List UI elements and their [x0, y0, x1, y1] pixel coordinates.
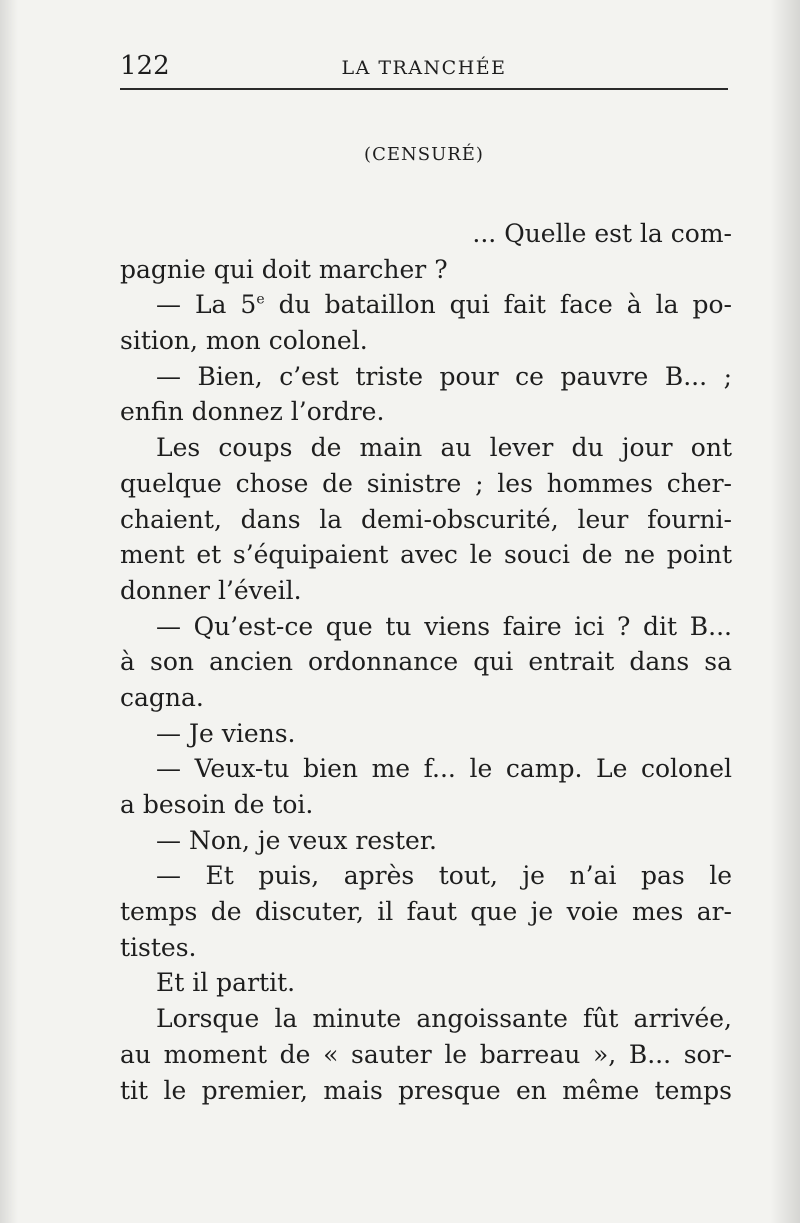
- page-header: [120, 50, 728, 86]
- body-text: [120, 216, 732, 1108]
- header-rule: [120, 88, 728, 90]
- text-line: — Veux-tu bien me f... le camp. Le colonel: [156, 754, 732, 784]
- censored-mark: (CENSURÉ): [364, 144, 484, 165]
- text-line: sition, mon colonel.: [120, 326, 368, 356]
- text-line: — Qu’est-ce que tu viens faire ici ? dit B...: [156, 611, 732, 641]
- page-number: 122: [120, 51, 170, 81]
- text-line: — Et puis, après tout, je n’ai pas le: [156, 861, 732, 891]
- text-line: au moment de « sauter le barreau », B... sor-: [120, 1039, 732, 1069]
- text-line: ment et s’équipaient avec le souci de ne point: [120, 540, 732, 570]
- text-line: enfin donnez l’ordre.: [120, 397, 385, 427]
- text-line: chaient, dans la demi-obscurité, leur fourni-: [120, 504, 732, 534]
- text-line: Lorsque la minute angoissante fût arrivée,: [156, 1004, 732, 1034]
- text-fragment: — La 5: [156, 290, 257, 320]
- text-line: donner l’éveil.: [120, 575, 302, 605]
- text-line: temps de discuter, il faut que je voie mes ar-: [120, 897, 732, 927]
- text-line: pagnie qui doit marcher ?: [120, 254, 448, 284]
- superscript: e: [256, 292, 265, 309]
- text-line: — Non, je veux rester.: [156, 825, 437, 855]
- text-line: a besoin de toi.: [120, 790, 314, 819]
- text-line: quelque chose de sinistre ; les hommes cher-: [120, 468, 732, 498]
- running-head: LA TRANCHÉE: [341, 57, 507, 79]
- text-line: cagna.: [120, 682, 204, 712]
- text-line: Et il partit.: [156, 968, 296, 998]
- text-line: ... Quelle est la com-: [472, 219, 732, 248]
- text-line: [120, 287, 732, 323]
- text-line: tistes.: [120, 932, 197, 962]
- text-fragment: du bataillon qui fait face à la po-: [264, 290, 732, 320]
- text-line: — Bien, c’est triste pour ce pauvre B... ;: [156, 361, 732, 391]
- text-line: tit le premier, mais presque en même temps: [120, 1075, 732, 1105]
- text-line: — Je viens.: [156, 718, 296, 748]
- text-line: Les coups de main au lever du jour ont: [156, 433, 732, 463]
- text-line: à son ancien ordonnance qui entrait dans sa: [120, 647, 732, 677]
